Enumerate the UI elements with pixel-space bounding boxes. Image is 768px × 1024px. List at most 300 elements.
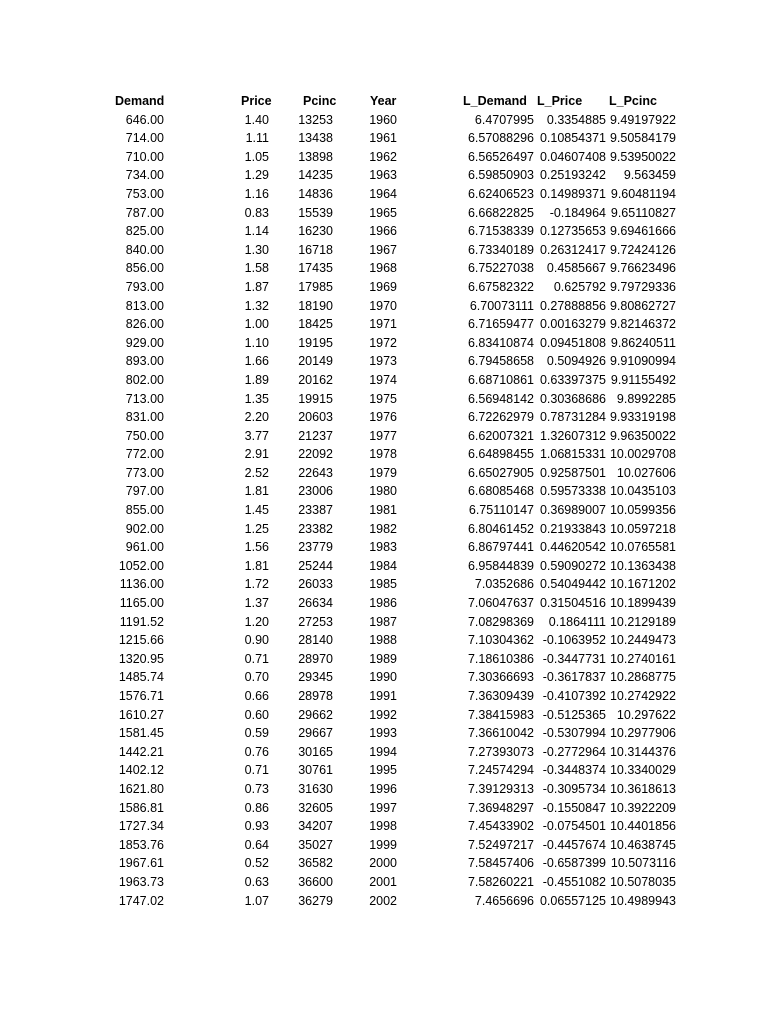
demand-cell: 893.00 xyxy=(125,354,164,369)
table-row xyxy=(0,557,768,576)
price-cell: 1.58 xyxy=(244,261,269,276)
demand-cell: 1442.21 xyxy=(118,744,164,759)
demand-cell: 902.00 xyxy=(125,521,164,536)
demand-cell: 1610.27 xyxy=(118,707,164,722)
pcinc-cell: 29345 xyxy=(298,670,333,685)
l-price-cell: 0.4585667 xyxy=(546,261,606,276)
demand-cell: 929.00 xyxy=(125,335,164,350)
pcinc-cell: 26033 xyxy=(298,577,333,592)
price-cell: 1.00 xyxy=(244,317,269,332)
demand-cell: 813.00 xyxy=(125,298,164,313)
table-row xyxy=(0,873,768,892)
l-price-cell: 0.625792 xyxy=(553,279,606,294)
l-pcinc-cell: 10.2449473 xyxy=(609,633,676,648)
pcinc-cell: 27253 xyxy=(298,614,333,629)
table-row xyxy=(0,538,768,557)
l-price-cell: 0.04607408 xyxy=(539,149,606,164)
price-cell: 1.81 xyxy=(244,558,269,573)
l-price-cell: -0.184964 xyxy=(549,205,606,220)
l-price-cell: -0.3448374 xyxy=(542,763,606,778)
l-pcinc-cell: 9.76623496 xyxy=(609,261,676,276)
table-row xyxy=(0,204,768,223)
table-row xyxy=(0,129,768,148)
l-pcinc-cell: 9.96350022 xyxy=(609,428,676,443)
pcinc-cell: 29662 xyxy=(298,707,333,722)
pcinc-cell: 23387 xyxy=(298,503,333,518)
l-pcinc-cell: 9.80862727 xyxy=(609,298,676,313)
l-price-cell: 0.10854371 xyxy=(539,131,606,146)
l-price-cell: -0.1550847 xyxy=(542,800,606,815)
l-demand-cell: 7.30366693 xyxy=(467,670,534,685)
table-row xyxy=(0,241,768,260)
l-price-cell: 0.27888856 xyxy=(539,298,606,313)
demand-cell: 1165.00 xyxy=(119,596,164,611)
pcinc-cell: 23382 xyxy=(298,521,333,536)
l-pcinc-cell: 10.2977906 xyxy=(609,726,676,741)
pcinc-cell: 28970 xyxy=(298,651,333,666)
price-cell: 2.91 xyxy=(244,447,269,462)
demand-cell: 750.00 xyxy=(125,428,164,443)
table-row xyxy=(0,185,768,204)
l-pcinc-cell: 10.2742922 xyxy=(609,689,676,703)
table-row xyxy=(0,390,768,409)
table-row xyxy=(0,575,768,594)
table-row xyxy=(0,371,768,390)
price-cell: 0.86 xyxy=(244,800,269,815)
l-pcinc-cell: 10.0029708 xyxy=(609,447,676,462)
header-year: Year xyxy=(370,94,397,108)
demand-cell: 802.00 xyxy=(125,372,164,387)
demand-cell: 646.00 xyxy=(125,112,164,127)
year-cell: 1987 xyxy=(369,614,397,629)
year-cell: 1983 xyxy=(369,540,397,555)
price-cell: 0.71 xyxy=(244,763,269,778)
l-demand-cell: 6.80461452 xyxy=(467,521,534,536)
pcinc-cell: 25244 xyxy=(298,558,333,573)
year-cell: 1982 xyxy=(369,521,397,536)
l-pcinc-cell: 10.4989943 xyxy=(609,893,676,908)
pcinc-cell: 14235 xyxy=(298,168,333,183)
table-row xyxy=(0,445,768,464)
l-demand-cell: 7.4656696 xyxy=(474,893,534,908)
header-row xyxy=(0,92,768,111)
price-cell: 1.37 xyxy=(244,596,269,611)
data-table xyxy=(0,92,768,910)
pcinc-cell: 21237 xyxy=(298,428,333,443)
l-pcinc-cell: 10.2740161 xyxy=(609,651,676,666)
year-cell: 1969 xyxy=(369,279,397,294)
l-demand-cell: 7.45433902 xyxy=(467,819,534,834)
demand-cell: 1052.00 xyxy=(118,558,164,573)
price-cell: 1.20 xyxy=(244,614,269,629)
l-price-cell: 0.21933843 xyxy=(539,521,606,536)
year-cell: 1996 xyxy=(369,781,397,796)
price-cell: 1.40 xyxy=(244,112,269,127)
l-demand-cell: 6.56526497 xyxy=(467,149,534,164)
price-cell: 0.52 xyxy=(244,856,269,871)
demand-cell: 713.00 xyxy=(125,391,164,406)
pcinc-cell: 20603 xyxy=(298,410,333,425)
demand-cell: 1402.12 xyxy=(118,763,164,778)
table-row xyxy=(0,259,768,278)
demand-cell: 1191.52 xyxy=(119,614,164,629)
pcinc-cell: 17435 xyxy=(298,261,333,276)
table-row xyxy=(0,687,768,706)
demand-cell: 773.00 xyxy=(125,465,164,480)
l-price-cell: 0.25193242 xyxy=(539,168,606,183)
year-cell: 2000 xyxy=(369,856,397,871)
table-row xyxy=(0,668,768,687)
l-pcinc-cell: 9.69461666 xyxy=(609,224,676,239)
l-demand-cell: 7.36948297 xyxy=(467,800,534,815)
demand-cell: 1136.00 xyxy=(119,577,164,592)
price-cell: 1.10 xyxy=(244,335,269,350)
l-price-cell: 0.26312417 xyxy=(539,242,606,257)
l-demand-cell: 7.27393073 xyxy=(467,744,534,759)
l-demand-cell: 7.36610042 xyxy=(467,726,534,741)
l-demand-cell: 6.75110147 xyxy=(468,503,534,518)
table-row xyxy=(0,892,768,911)
l-demand-cell: 6.57088296 xyxy=(467,131,534,146)
table-row xyxy=(0,278,768,297)
pcinc-cell: 34207 xyxy=(298,819,333,834)
year-cell: 1973 xyxy=(369,354,397,369)
header-l-pcinc: L_Pcinc xyxy=(609,94,657,108)
price-cell: 1.14 xyxy=(244,224,269,239)
l-price-cell: 0.3354885 xyxy=(546,112,606,127)
price-cell: 1.72 xyxy=(244,577,269,592)
table-row xyxy=(0,854,768,873)
l-demand-cell: 6.68085468 xyxy=(467,484,534,499)
l-demand-cell: 7.08298369 xyxy=(467,614,534,629)
price-cell: 1.81 xyxy=(244,484,269,499)
year-cell: 1975 xyxy=(369,391,397,406)
demand-cell: 714.00 xyxy=(125,131,164,146)
demand-cell: 855.00 xyxy=(125,503,164,518)
pcinc-cell: 28978 xyxy=(298,689,333,703)
demand-cell: 1747.02 xyxy=(118,893,164,908)
year-cell: 1960 xyxy=(369,112,397,127)
l-pcinc-cell: 10.1899439 xyxy=(609,596,676,611)
price-cell: 3.77 xyxy=(244,428,269,443)
table-row xyxy=(0,594,768,613)
year-cell: 1999 xyxy=(369,837,397,852)
l-pcinc-cell: 9.53950022 xyxy=(609,149,676,164)
l-pcinc-cell: 10.1671202 xyxy=(609,577,676,592)
l-pcinc-cell: 9.82146372 xyxy=(609,317,676,332)
price-cell: 1.25 xyxy=(244,521,269,536)
l-demand-cell: 6.66822825 xyxy=(467,205,534,220)
pcinc-cell: 30165 xyxy=(298,744,333,759)
demand-cell: 1576.71 xyxy=(118,689,164,703)
l-pcinc-cell: 9.8992285 xyxy=(616,391,676,406)
l-pcinc-cell: 9.60481194 xyxy=(610,186,676,201)
year-cell: 1991 xyxy=(369,689,397,703)
price-cell: 0.59 xyxy=(244,726,269,741)
table-row xyxy=(0,222,768,241)
year-cell: 1988 xyxy=(369,633,397,648)
table-row xyxy=(0,315,768,334)
table-row xyxy=(0,334,768,353)
year-cell: 1970 xyxy=(369,298,397,313)
year-cell: 1986 xyxy=(369,596,397,611)
table-row xyxy=(0,408,768,427)
l-demand-cell: 6.72262979 xyxy=(467,410,534,425)
l-pcinc-cell: 10.2129189 xyxy=(609,614,676,629)
price-cell: 1.11 xyxy=(245,131,269,146)
table-row xyxy=(0,631,768,650)
l-price-cell: 0.63397375 xyxy=(539,372,606,387)
pcinc-cell: 20149 xyxy=(298,354,333,369)
table-row xyxy=(0,780,768,799)
table-row xyxy=(0,799,768,818)
l-price-cell: -0.4551082 xyxy=(542,874,606,889)
l-price-cell: 0.36989007 xyxy=(539,503,606,518)
year-cell: 1967 xyxy=(369,242,397,257)
price-cell: 1.66 xyxy=(244,354,269,369)
price-cell: 0.70 xyxy=(244,670,269,685)
l-pcinc-cell: 10.2868775 xyxy=(609,670,676,685)
pcinc-cell: 13253 xyxy=(298,112,333,127)
table-row xyxy=(0,111,768,130)
demand-cell: 961.00 xyxy=(125,540,164,555)
year-cell: 1993 xyxy=(369,726,397,741)
l-price-cell: 0.54049442 xyxy=(539,577,606,592)
demand-cell: 1581.45 xyxy=(118,726,164,741)
table-row xyxy=(0,706,768,725)
pcinc-cell: 19195 xyxy=(298,335,333,350)
l-price-cell: -0.6587399 xyxy=(542,856,606,871)
demand-cell: 797.00 xyxy=(125,484,164,499)
price-cell: 0.71 xyxy=(244,651,269,666)
year-cell: 1968 xyxy=(369,261,397,276)
pcinc-cell: 29667 xyxy=(298,726,333,741)
pcinc-cell: 16230 xyxy=(298,224,333,239)
l-pcinc-cell: 9.49197922 xyxy=(609,112,676,127)
pcinc-cell: 32605 xyxy=(298,800,333,815)
year-cell: 1997 xyxy=(369,800,397,815)
table-row xyxy=(0,613,768,632)
l-pcinc-cell: 9.91155492 xyxy=(610,372,676,387)
l-price-cell: 0.78731284 xyxy=(539,410,606,425)
l-price-cell: -0.4457674 xyxy=(542,837,606,852)
pcinc-cell: 30761 xyxy=(298,763,333,778)
demand-cell: 825.00 xyxy=(125,224,164,239)
table-row xyxy=(0,724,768,743)
table-row xyxy=(0,836,768,855)
l-price-cell: -0.4107392 xyxy=(542,689,606,703)
price-cell: 1.89 xyxy=(244,372,269,387)
year-cell: 1995 xyxy=(369,763,397,778)
year-cell: 1971 xyxy=(369,317,397,332)
l-price-cell: 0.06557125 xyxy=(539,893,606,908)
price-cell: 0.93 xyxy=(244,819,269,834)
demand-cell: 772.00 xyxy=(125,447,164,462)
header-l-demand: L_Demand xyxy=(463,94,527,108)
price-cell: 0.73 xyxy=(244,781,269,796)
table-row xyxy=(0,761,768,780)
table-row xyxy=(0,743,768,762)
demand-cell: 840.00 xyxy=(125,242,164,257)
price-cell: 0.64 xyxy=(244,837,269,852)
l-demand-cell: 6.62406523 xyxy=(467,186,534,201)
l-pcinc-cell: 10.027606 xyxy=(616,465,676,480)
l-price-cell: 0.5094926 xyxy=(546,354,606,369)
l-price-cell: 0.30368686 xyxy=(539,391,606,406)
price-cell: 1.32 xyxy=(244,298,269,313)
l-demand-cell: 6.65027905 xyxy=(467,465,534,480)
price-cell: 0.90 xyxy=(244,633,269,648)
l-demand-cell: 6.70073111 xyxy=(469,298,534,313)
l-price-cell: 0.59573338 xyxy=(539,484,606,499)
year-cell: 1979 xyxy=(369,465,397,480)
header-demand: Demand xyxy=(115,94,165,108)
l-pcinc-cell: 9.65110827 xyxy=(610,205,676,220)
year-cell: 1978 xyxy=(369,447,397,462)
pcinc-cell: 15539 xyxy=(298,205,333,220)
l-demand-cell: 7.36309439 xyxy=(467,689,534,703)
year-cell: 2002 xyxy=(369,893,397,908)
l-pcinc-cell: 10.0597218 xyxy=(609,521,676,536)
l-price-cell: 0.59090272 xyxy=(539,558,606,573)
pcinc-cell: 13898 xyxy=(298,149,333,164)
l-price-cell: -0.0754501 xyxy=(542,819,606,834)
price-cell: 1.56 xyxy=(244,540,269,555)
header-l-price: L_Price xyxy=(537,94,583,108)
l-demand-cell: 6.67582322 xyxy=(467,279,534,294)
l-pcinc-cell: 10.1363438 xyxy=(609,558,676,573)
pcinc-cell: 18425 xyxy=(298,317,333,332)
price-cell: 1.30 xyxy=(244,242,269,257)
year-cell: 1963 xyxy=(369,168,397,183)
header-pcinc: Pcinc xyxy=(303,94,337,108)
table-row xyxy=(0,520,768,539)
l-price-cell: 0.14989371 xyxy=(539,186,606,201)
l-price-cell: 0.09451808 xyxy=(539,335,606,350)
demand-cell: 1586.81 xyxy=(118,800,164,815)
price-cell: 1.45 xyxy=(244,503,269,518)
year-cell: 1962 xyxy=(369,149,397,164)
price-cell: 0.66 xyxy=(244,689,269,703)
price-cell: 1.87 xyxy=(244,279,269,294)
demand-cell: 753.00 xyxy=(125,186,164,201)
table-row xyxy=(0,166,768,185)
l-demand-cell: 7.38415983 xyxy=(467,707,534,722)
l-demand-cell: 7.10304362 xyxy=(467,633,534,648)
l-demand-cell: 6.71538339 xyxy=(467,224,534,239)
year-cell: 1961 xyxy=(369,131,397,146)
pcinc-cell: 20162 xyxy=(298,372,333,387)
table-row xyxy=(0,817,768,836)
l-price-cell: 0.1864111 xyxy=(548,614,606,629)
l-demand-cell: 7.0352686 xyxy=(474,577,534,592)
demand-cell: 1215.66 xyxy=(118,633,164,648)
pcinc-cell: 36600 xyxy=(298,874,333,889)
price-cell: 0.76 xyxy=(244,744,269,759)
demand-cell: 831.00 xyxy=(125,410,164,425)
l-demand-cell: 6.79458658 xyxy=(467,354,534,369)
l-demand-cell: 6.95844839 xyxy=(467,558,534,573)
year-cell: 1992 xyxy=(369,707,397,722)
l-demand-cell: 7.58260221 xyxy=(467,874,534,889)
demand-cell: 1963.73 xyxy=(118,874,164,889)
l-demand-cell: 6.83410874 xyxy=(467,335,534,350)
l-demand-cell: 6.71659477 xyxy=(467,317,534,332)
l-price-cell: -0.3617837 xyxy=(542,670,606,685)
demand-cell: 856.00 xyxy=(125,261,164,276)
price-cell: 1.05 xyxy=(244,149,269,164)
l-demand-cell: 7.39129313 xyxy=(467,781,534,796)
table-row xyxy=(0,482,768,501)
pcinc-cell: 18190 xyxy=(298,298,333,313)
year-cell: 1981 xyxy=(369,503,397,518)
year-cell: 1974 xyxy=(369,372,397,387)
table-body xyxy=(0,111,768,911)
demand-cell: 1967.61 xyxy=(118,856,164,871)
header-price: Price xyxy=(241,94,272,108)
l-demand-cell: 7.24574294 xyxy=(467,763,534,778)
pcinc-cell: 26634 xyxy=(298,596,333,611)
year-cell: 1977 xyxy=(369,428,397,443)
year-cell: 1989 xyxy=(369,651,397,666)
l-price-cell: 0.12735653 xyxy=(539,224,606,239)
table-row xyxy=(0,501,768,520)
l-pcinc-cell: 9.93319198 xyxy=(609,410,676,425)
l-demand-cell: 6.56948142 xyxy=(467,391,534,406)
l-demand-cell: 7.52497217 xyxy=(467,837,534,852)
pcinc-cell: 36582 xyxy=(298,856,333,871)
l-price-cell: 0.00163279 xyxy=(539,317,606,332)
demand-cell: 734.00 xyxy=(125,168,164,183)
table-row xyxy=(0,464,768,483)
pcinc-cell: 14836 xyxy=(298,186,333,201)
l-demand-cell: 6.4707995 xyxy=(474,112,534,127)
l-demand-cell: 6.68710861 xyxy=(467,372,534,387)
demand-cell: 710.00 xyxy=(125,149,164,164)
table-row xyxy=(0,650,768,669)
l-price-cell: -0.3095734 xyxy=(542,781,606,796)
pcinc-cell: 36279 xyxy=(298,893,333,908)
pcinc-cell: 17985 xyxy=(298,279,333,294)
demand-cell: 1853.76 xyxy=(118,837,164,852)
pcinc-cell: 23779 xyxy=(298,540,333,555)
year-cell: 1990 xyxy=(369,670,397,685)
l-pcinc-cell: 10.5078035 xyxy=(609,874,676,889)
l-pcinc-cell: 9.79729336 xyxy=(609,279,676,294)
l-pcinc-cell: 10.0765581 xyxy=(609,540,676,555)
year-cell: 1985 xyxy=(369,577,397,592)
pcinc-cell: 19915 xyxy=(298,391,333,406)
l-pcinc-cell: 10.3340029 xyxy=(609,763,676,778)
l-pcinc-cell: 10.3144376 xyxy=(609,744,676,759)
year-cell: 1965 xyxy=(369,205,397,220)
year-cell: 1972 xyxy=(369,335,397,350)
l-pcinc-cell: 9.563459 xyxy=(623,168,676,183)
price-cell: 1.35 xyxy=(244,391,269,406)
pcinc-cell: 28140 xyxy=(298,633,333,648)
l-pcinc-cell: 10.0599356 xyxy=(609,503,676,518)
table-row xyxy=(0,297,768,316)
l-pcinc-cell: 10.5073116 xyxy=(610,856,676,871)
l-pcinc-cell: 9.50584179 xyxy=(609,131,676,146)
l-demand-cell: 6.86797441 xyxy=(467,540,534,555)
l-price-cell: 1.32607312 xyxy=(539,428,606,443)
table-row xyxy=(0,352,768,371)
year-cell: 1976 xyxy=(369,410,397,425)
l-pcinc-cell: 10.3922209 xyxy=(609,800,676,815)
l-price-cell: -0.5307994 xyxy=(542,726,606,741)
l-price-cell: -0.2772964 xyxy=(542,744,606,759)
